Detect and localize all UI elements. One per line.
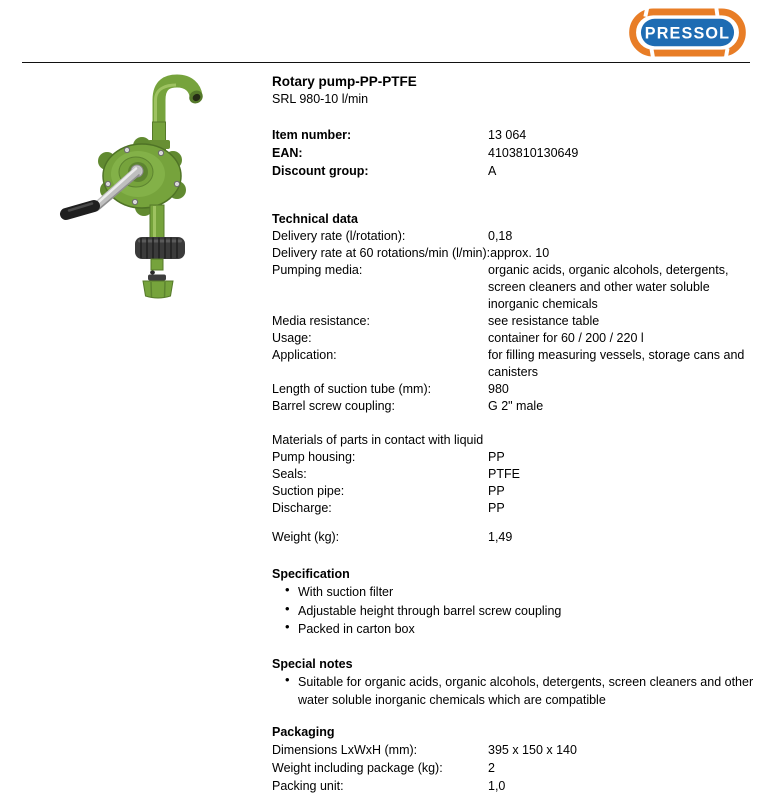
spec-row [272,777,758,795]
row-label: Media resistance: [272,314,370,328]
packaging-heading: Packaging [272,724,335,739]
spec-row [272,245,758,262]
spec-row [272,398,758,415]
spec-row [272,330,758,347]
row-label: Weight (kg): [272,530,340,544]
spec-row [272,262,758,313]
technical-data-block [272,228,758,415]
list-item: • With suction filter [272,583,758,602]
row-value: PP [488,484,505,498]
row-label: Suction pipe: [272,484,345,498]
row-label: Delivery rate (l/rotation): [272,229,406,243]
row-value: 395 x 150 x 140 [488,742,577,757]
spec-row [272,347,758,381]
pressol-logo-icon [628,8,747,57]
logo-wordmark: PRESSOL [644,24,731,43]
row-label: Weight including package (kg): [272,760,443,775]
row-value: 4103810130649 [488,146,579,160]
list-item: • Packed in carton box [272,620,758,639]
spec-row [272,449,758,466]
row-value: organic acids, organic alcohols, detergents, screen cleaners and other water soluble inorganic chemicals [488,263,729,311]
row-value: 2 [488,760,495,775]
row-label: Discharge: [272,501,332,515]
specification-heading: Specification [272,567,350,581]
row-value: 980 [488,382,509,396]
discount-group-row [272,162,758,180]
weight-row [272,529,758,546]
spec-row [272,759,758,777]
row-value: approx. 10 [490,246,550,260]
row-value: 13 064 [488,128,527,142]
materials-heading: Materials of parts in contact with liquid [272,433,484,447]
row-label: Discount group: [272,164,369,178]
row-value: see resistance table [488,314,600,328]
row-value: 0,18 [488,229,513,243]
row-label: Usage: [272,331,312,345]
row-value: PP [488,501,505,515]
item-number-row [272,126,758,144]
product-image [38,68,253,308]
row-label: Pumping media: [272,263,363,277]
list-item: • Adjustable height through barrel screw coupling [272,602,758,621]
barrel-coupling [135,237,185,259]
specification-list [272,583,758,639]
pressol-logo [628,8,747,57]
row-value: A [488,164,497,178]
page-title: Rotary pump-PP-PTFE [272,74,417,89]
row-label: EAN: [272,146,303,160]
row-value: container for 60 / 200 / 220 l [488,331,644,345]
suction-tube [150,205,164,238]
spec-row [272,483,758,500]
row-label: Seals: [272,467,307,481]
packaging-block [272,741,758,795]
spec-row [272,500,758,517]
identity-block [272,126,758,180]
header-divider [22,62,750,63]
row-label: Application: [272,348,337,362]
technical-data-heading: Technical data [272,212,358,226]
spec-row [272,381,758,398]
row-value: PTFE [488,467,520,481]
row-value: for filling measuring vessels, storage cans and canisters [488,348,745,379]
product-subtitle: SRL 980-10 l/min [272,92,369,106]
spec-row [272,313,758,330]
row-value: PP [488,450,505,464]
spec-row [272,466,758,483]
row-label: Item number: [272,128,352,142]
row-value: 1,49 [488,530,513,544]
rotary-hand-pump-icon [38,68,253,308]
row-value: G 2" male [488,399,544,413]
special-notes-heading: Special notes [272,656,353,671]
spec-row [272,741,758,759]
spec-row [272,228,758,245]
row-label: Length of suction tube (mm): [272,382,432,396]
row-label: Barrel screw coupling: [272,399,395,413]
content-column [272,74,758,795]
ean-row [272,144,758,162]
row-label: Dimensions LxWxH (mm): [272,742,418,757]
row-value: 1,0 [488,778,506,793]
suction-filter-fitting [143,281,173,298]
row-label: Delivery rate at 60 rotations/min (l/min): [272,246,491,260]
materials-block [272,449,758,517]
row-label: Pump housing: [272,450,356,464]
list-item: • Suitable for organic acids, organic alcohols, detergents, screen cleaners and other water soluble inorganic chemicals which are compatible [272,673,758,710]
row-label: Packing unit: [272,778,344,793]
special-notes-list [272,673,758,710]
